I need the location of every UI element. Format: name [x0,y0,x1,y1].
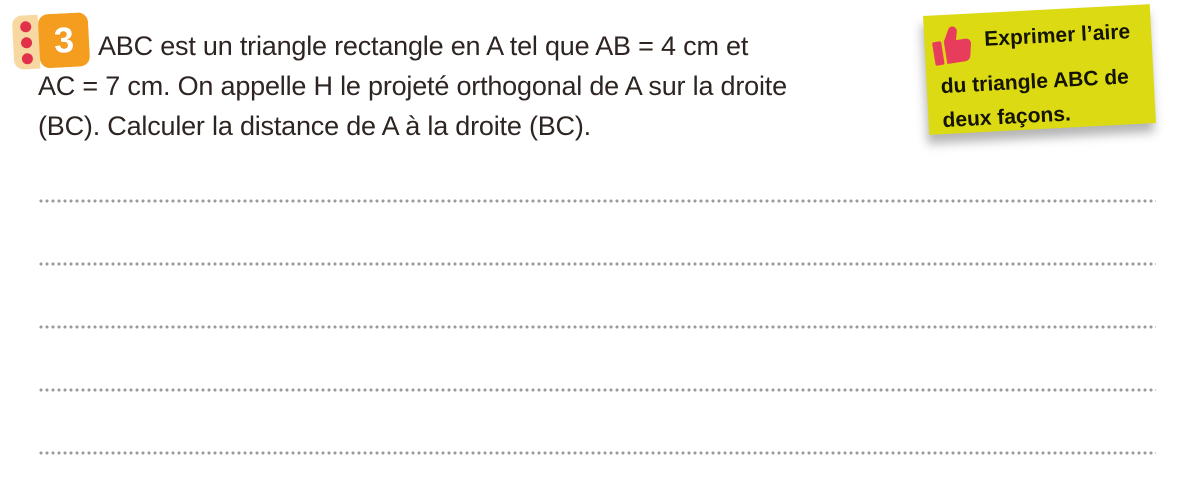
statement-line: AC = 7 cm. On appelle H le projeté orthogonal de A sur la droite [38,71,787,101]
note-text-line: deux façons. [941,102,1072,133]
red-dot-icon [21,53,33,65]
answer-line [38,325,1156,329]
thumbs-up-icon [929,21,981,73]
answer-line [38,262,1156,266]
answer-line [38,451,1156,455]
statement-line: (BC). Calculer la distance de A à la droite (BC). [38,111,591,141]
red-dot-icon [19,21,31,33]
answer-line [38,199,1156,203]
answer-line [38,388,1156,392]
problem-statement [38,26,918,146]
exercise-number: 3 [38,12,91,69]
note-text-line: Exprimer l’aire [983,20,1131,51]
badge-dots-strip [12,15,41,70]
hint-sticky-note [923,4,1156,135]
red-dot-icon [20,37,32,49]
note-text-line: du triangle ABC de [940,65,1130,99]
statement-line: ABC est un triangle rectangle en A tel que AB = 4 cm et [98,31,749,61]
